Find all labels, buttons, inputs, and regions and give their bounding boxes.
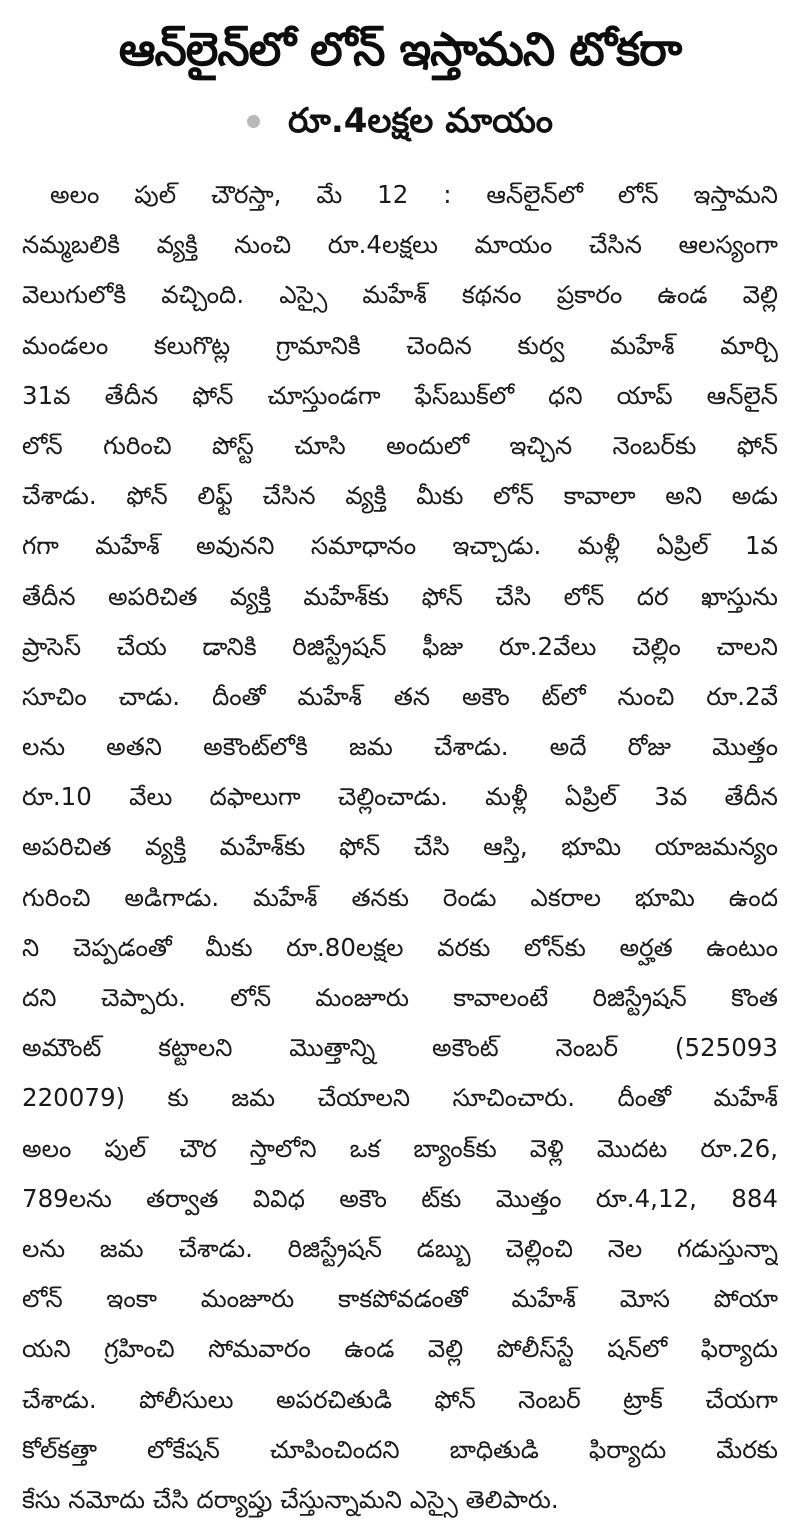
body-line: చేశాడు. పోలీసులు అపరచితుడి ఫోన్ నెంబర్ ట్రాక్ చేయగా: [22, 1384, 778, 1414]
body-line: గగా మహేశ్ అవునని సమాధానం ఇచ్చాడు. మళ్లీ ఏప్రిల్ 1వ: [22, 531, 778, 561]
article-body: [22, 170, 778, 1525]
body-line: గురించి అడిగాడు. మహేశ్ తనకు రెండు ఎకరాల భూమి ఉంద: [22, 882, 778, 912]
body-line: కేసు నమోదు చేసి దర్యాప్తు చేస్తున్నామని ఎస్సై తెలిపారు.: [22, 1484, 559, 1514]
body-line: 789లను తర్వాత వివిధ అకౌం ట్‌కు మొత్తం రూ.4,12, 884: [22, 1183, 778, 1213]
subheadline: రూ.4లక్షల మాయం: [287, 101, 554, 141]
body-line: రూ.10 వేలు దఫాలుగా చెల్లించాడు. మళ్లీ ఏప్రిల్ 3వ తేదీన: [22, 782, 778, 812]
body-line: మండలం కలుగొట్ల గ్రామానికి చెందిన కుర్వ మహేశ్ మార్చి: [22, 330, 778, 360]
body-line: 31వ తేదీన ఫోన్ చూస్తుండగా ఫేస్‌బుక్‌లో ధని యాప్ ఆన్‌లైన్: [22, 380, 778, 410]
headline: ఆన్‌లైన్‌లో లోన్ ఇస్తామని టోకరా: [118, 22, 682, 76]
body-line: లోన్ గురించి పోస్ట్ చూసి అందులో ఇచ్చిన నెంబర్‌కు ఫోన్: [22, 430, 778, 460]
body-line: వెలుగులోకి వచ్చింది. ఎస్సై మహేశ్ కథనం ప్రకారం ఉండ వెల్లి: [22, 280, 778, 310]
body-line: యని గ్రహించి సోమవారం ఉండ వెల్లి పోలీస్‌స్టే షన్‌లో ఫిర్యాదు: [22, 1334, 778, 1364]
body-line: అపరిచిత వ్యక్తి మహేశ్‌కు ఫోన్ చేసి ఆస్తి, భూమి యాజమన్యం: [22, 832, 778, 862]
subheadline-row: [22, 82, 778, 160]
body-line: 220079) కు జమ చేయాలని సూచించారు. దీంతో మహేశ్: [22, 1083, 778, 1113]
body-line: లను అతని అకౌంట్‌లోకి జమ చేశాడు. అదే రోజు మొత్తం: [22, 732, 778, 762]
body-line: అలం పుల్ చౌరస్తా, మే 12 : ఆన్‌లైన్‌లో లోన్ ఇస్తామని: [50, 180, 778, 209]
body-line: సూచిం చాడు. దీంతో మహేశ్ తన అకౌం ట్‌లో నుంచి రూ.2వే: [22, 681, 778, 711]
body-line: తేదీన అపరిచిత వ్యక్తి మహేశ్‌కు ఫోన్ చేసి లోన్ దర ఖాస్తును: [22, 581, 778, 611]
body-line: నమ్మబలికి వ్యక్తి నుంచి రూ.4లక్షలు మాయం చేసిన ఆలస్యంగా: [22, 230, 778, 260]
body-line: దని చెప్పారు. లోన్ మంజూరు కావాలంటే రిజిస్ట్రేషన్ కొంత: [22, 983, 778, 1012]
body-line: లోన్ ఇంకా మంజూరు కాకపోవడంతో మహేశ్ మోస పోయా: [22, 1284, 778, 1314]
body-line: అలం పుల్ చౌర స్తాలోని ఒక బ్యాంక్‌కు వెళ్లి మొదట రూ.26,: [22, 1133, 778, 1163]
body-line: అమౌంట్ కట్టాలని మొత్తాన్ని అకౌంట్ నెంబర్ (525093: [22, 1033, 778, 1063]
body-line: లను జమ చేశాడు. రిజిస్ట్రేషన్ డబ్బు చెల్లించి నెల గడుస్తున్నా: [22, 1233, 778, 1263]
body-line: కోల్‌కత్తా లోకేషన్ చూపించిందని బాధితుడి ఫిర్యాదు మేరకు: [22, 1434, 778, 1464]
body-line: చేశాడు. ఫోన్ లిఫ్ట్ చేసిన వ్యక్తి మీకు లోన్ కావాలా అని అడు: [22, 481, 778, 511]
body-line: ని చెప్పడంతో మీకు రూ.80లక్షల వరకు లోన్‌కు అర్హత ఉంటుం: [22, 932, 778, 962]
body-line: ప్రాసెస్ చేయ డానికి రిజిస్ట్రేషన్ ఫీజు రూ.2వేలు చెల్లిం చాలని: [22, 631, 778, 661]
bullet-icon: [247, 115, 260, 128]
